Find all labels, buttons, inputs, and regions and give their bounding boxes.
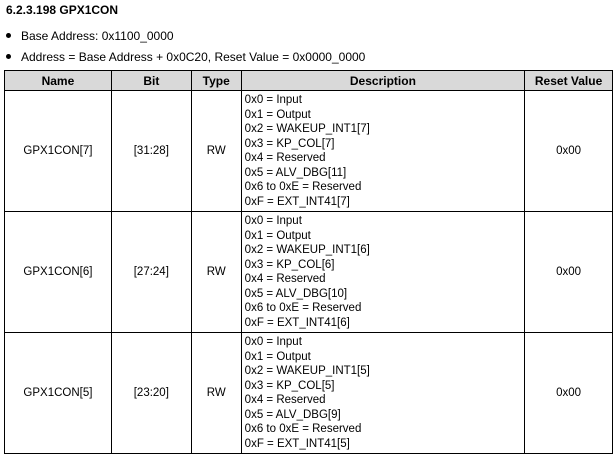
field-name-cell: GPX1CON[6] [5,212,112,333]
description-line: 0x5 = ALV_DBG[10] [244,287,348,300]
reset-value-cell: 0x00 [525,91,613,212]
description-line: 0x1 = Output [244,350,311,363]
description-line: 0x5 = ALV_DBG[9] [244,408,341,421]
reset-value-cell: 0x00 [525,212,613,333]
description-line: 0x2 = WAKEUP_INT1[6] [244,244,370,256]
description-line: 0x4 = Reserved [244,394,326,406]
table-row [5,91,613,212]
description-line: 0x0 = Input [244,336,302,348]
description-line: 0x3 = KP_COL[6] [244,258,335,271]
description-line: 0x6 to 0xE = Reserved [244,181,362,193]
description-line: 0xF = EXT_INT41[6] [244,316,350,329]
description-line: 0x4 = Reserved [244,273,326,285]
description-line: 0x0 = Input [244,94,302,106]
description-cell [241,333,524,454]
description-line: 0xF = EXT_INT41[5] [244,437,350,450]
field-name-cell: GPX1CON[7] [5,91,112,212]
description-line: 0x5 = ALV_DBG[11] [244,166,347,179]
column-header-description: Description [241,71,524,91]
bullet-dot-icon [6,54,11,59]
access-type-cell: RW [191,212,241,333]
bullet-text: Base Address: 0x1100_0000 [21,29,174,43]
description-line: 0x4 = Reserved [244,152,326,164]
description-cell [241,91,524,212]
description-line: 0x0 = Input [244,215,302,227]
description-line: 0x2 = WAKEUP_INT1[7] [244,123,370,135]
description-line: 0x1 = Output [244,229,311,242]
table-row [5,212,613,333]
column-header-reset-value: Reset Value [525,71,613,91]
bullet-item [6,29,174,43]
bullet-text: Address = Base Address + 0x0C20, Reset Value = 0x0000_0000 [21,50,366,64]
register-table [4,70,613,454]
description-line: 0x3 = KP_COL[7] [244,137,335,150]
description-line: 0xF = EXT_INT41[7] [244,195,350,208]
reset-value-cell: 0x00 [525,333,613,454]
description-cell [241,212,524,333]
bit-range-cell: [31:28] [111,91,191,212]
section-title: 6.2.3.198 GPX1CON [6,3,119,17]
description-line: 0x2 = WAKEUP_INT1[5] [244,365,370,377]
field-name-cell: GPX1CON[5] [5,333,112,454]
table-header-row [5,71,613,91]
bullet-dot-icon [6,33,11,38]
table-row [5,333,613,454]
column-header-bit: Bit [111,71,191,91]
description-line: 0x6 to 0xE = Reserved [244,423,362,435]
column-header-type: Type [191,71,241,91]
column-header-name: Name [5,71,112,91]
access-type-cell: RW [191,91,241,212]
bit-range-cell: [27:24] [111,212,191,333]
access-type-cell: RW [191,333,241,454]
description-line: 0x6 to 0xE = Reserved [244,302,362,314]
bit-range-cell: [23:20] [111,333,191,454]
description-line: 0x1 = Output [244,108,311,121]
description-line: 0x3 = KP_COL[5] [244,379,335,392]
bullet-item [6,50,365,64]
